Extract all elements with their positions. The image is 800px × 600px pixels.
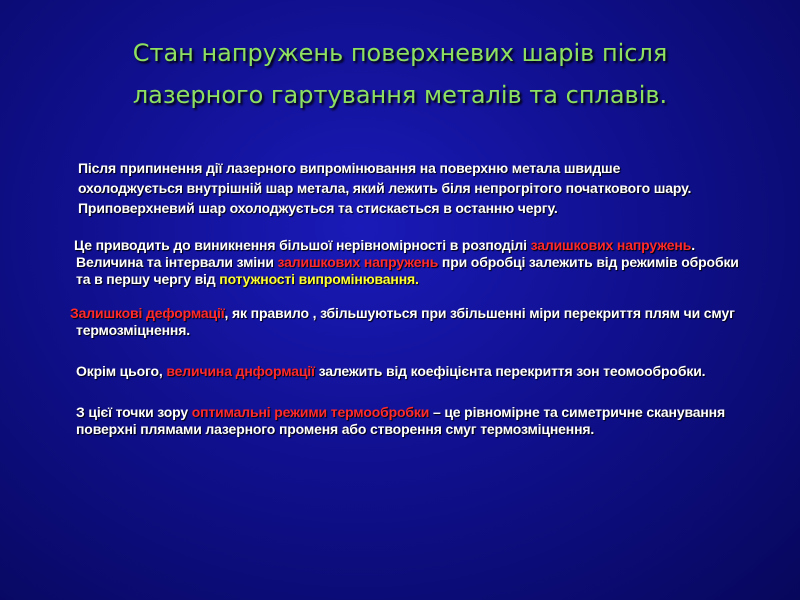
text-segment: , як правило , збільшуються при збільшенні міри перекриття плям чи смуг термозміцнення.	[76, 305, 735, 338]
paragraph-residual-deformations	[60, 305, 750, 339]
text-segment: – це рівномірне та симетричне сканування поверхні плямами лазерного променя або створення смуг термозміцнення.	[76, 404, 726, 437]
paragraph-cooling-line-2: охолоджується внутрішній шар метала, який лежить біля непрогрітого початкового шару.	[78, 180, 692, 196]
text-segment: Це приводить до виникнення більшої нерівномірності в розподілі	[74, 237, 531, 253]
text-segment: залежить від коефіцієнта перекриття зон теомообробки.	[314, 363, 706, 379]
highlight-residual-deformations: Залишкові деформації	[70, 305, 225, 321]
slide-title	[40, 32, 760, 116]
paragraph-cooling	[60, 160, 750, 217]
slide-body	[60, 160, 750, 438]
text-segment: . Величина та інтервали зміни	[76, 237, 695, 270]
slide-title-line-1: Стан напружень поверхневих шарів після	[132, 39, 668, 67]
highlight-residual-stresses: залишкових напружень	[530, 237, 692, 253]
highlight-optimal-modes: оптимальні режими термообробки	[191, 404, 430, 420]
text-segment: Окрім цього,	[76, 363, 167, 379]
paragraph-optimal-modes	[60, 404, 750, 438]
text-segment: при обробці залежить від режимів обробки та в першу чергу від	[76, 254, 739, 287]
highlight-radiation-power: потужності випромінювання.	[219, 271, 419, 287]
slide-title-line-2: лазерного гартування металів та сплавів.	[132, 81, 668, 109]
paragraph-stress-distribution	[60, 237, 750, 288]
text-segment: З цієї точки зору	[76, 404, 192, 420]
paragraph-cooling-line-3: Приповерхневий шар охолоджується та стискається в останню чергу.	[78, 200, 558, 216]
paragraph-cooling-line-1: Після припинення дії лазерного випромінювання на поверхню метала швидше	[78, 160, 621, 176]
paragraph-deformation-magnitude	[60, 363, 750, 380]
highlight-residual-stresses: залишкових напружень	[277, 254, 439, 270]
highlight-deformation-magnitude: величина днформації	[166, 363, 315, 379]
